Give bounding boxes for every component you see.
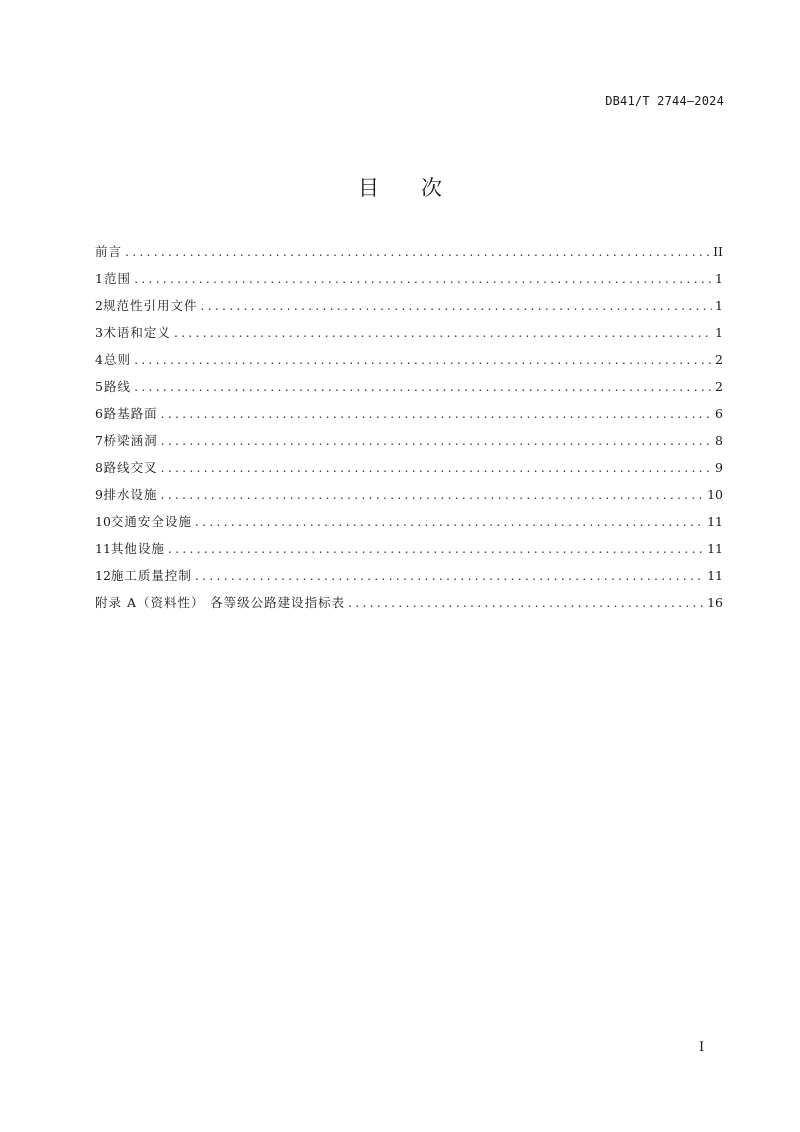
toc-page: 1 [715, 271, 723, 286]
dot-leader [125, 242, 710, 262]
dot-leader [161, 458, 712, 478]
toc-label: 桥梁涵洞 [103, 433, 158, 448]
dot-leader [195, 566, 704, 586]
toc-page: 11 [707, 514, 723, 529]
toc-entry[interactable] [95, 404, 723, 431]
dot-leader [195, 512, 704, 532]
toc-page: 11 [707, 568, 723, 583]
toc-label: 交通安全设施 [110, 514, 192, 529]
page-title [0, 172, 800, 202]
toc-page: 11 [707, 541, 723, 556]
toc-entry[interactable] [95, 323, 723, 350]
toc-page: 16 [707, 595, 723, 610]
toc-entry-foreword[interactable] [95, 242, 723, 269]
toc-entry-appendix-a[interactable] [95, 593, 723, 620]
toc-label: 路线 [104, 379, 132, 394]
toc-number: 2 [95, 298, 103, 313]
toc-number: 3 [95, 325, 103, 340]
toc-label: 术语和定义 [103, 325, 171, 340]
dot-leader [134, 269, 712, 289]
toc-entry[interactable] [95, 566, 723, 593]
toc-page: 6 [715, 406, 723, 421]
toc-entry[interactable] [95, 377, 723, 404]
toc-label: 前言 [95, 244, 123, 259]
toc-page: 2 [715, 379, 723, 394]
toc-label: 施工质量控制 [110, 568, 192, 583]
dot-leader [348, 593, 704, 613]
dot-leader [134, 350, 712, 370]
appendix-prefix: 附录 A（资料性） [95, 595, 205, 610]
toc-entry[interactable] [95, 350, 723, 377]
toc-entry[interactable] [95, 296, 723, 323]
toc-number: 7 [95, 433, 103, 448]
table-of-contents [95, 242, 723, 620]
toc-page: 9 [715, 460, 723, 475]
title-char-2: 次 [421, 176, 442, 200]
toc-number: 8 [95, 460, 103, 475]
dot-leader [161, 404, 712, 424]
toc-entry[interactable] [95, 485, 723, 512]
dot-leader [161, 431, 712, 451]
toc-page: 2 [715, 352, 723, 367]
toc-page: II [713, 244, 723, 259]
dot-leader [174, 323, 712, 343]
toc-number: 10 [95, 514, 111, 529]
toc-label: 排水设施 [103, 487, 158, 502]
title-char-1: 目 [358, 176, 379, 200]
toc-page: 1 [715, 298, 723, 313]
dot-leader [201, 296, 713, 316]
standard-code: DB41/T 2744—2024 [605, 94, 724, 108]
toc-page: 8 [715, 433, 723, 448]
page-number: I [699, 1040, 705, 1055]
toc-page: 1 [715, 325, 723, 340]
toc-entry[interactable] [95, 458, 723, 485]
toc-number: 4 [95, 352, 103, 367]
toc-label: 路基路面 [103, 406, 158, 421]
dot-leader [134, 377, 712, 397]
toc-label: 范围 [104, 271, 132, 286]
toc-entry[interactable] [95, 269, 723, 296]
toc-number: 12 [95, 568, 111, 583]
toc-number: 6 [95, 406, 103, 421]
toc-number: 11 [95, 541, 111, 556]
toc-label: 总则 [104, 352, 132, 367]
toc-entry[interactable] [95, 431, 723, 458]
toc-number: 9 [95, 487, 103, 502]
dot-leader [161, 485, 705, 505]
toc-number: 5 [95, 379, 103, 394]
toc-label: 规范性引用文件 [103, 298, 198, 313]
toc-entry[interactable] [95, 512, 723, 539]
toc-entry[interactable] [95, 539, 723, 566]
toc-number: 1 [95, 271, 103, 286]
toc-label: 其他设施 [110, 541, 165, 556]
dot-leader [168, 539, 704, 559]
toc-label: 路线交叉 [103, 460, 158, 475]
toc-page: 10 [707, 487, 723, 502]
toc-label: 各等级公路建设指标表 [210, 595, 346, 610]
